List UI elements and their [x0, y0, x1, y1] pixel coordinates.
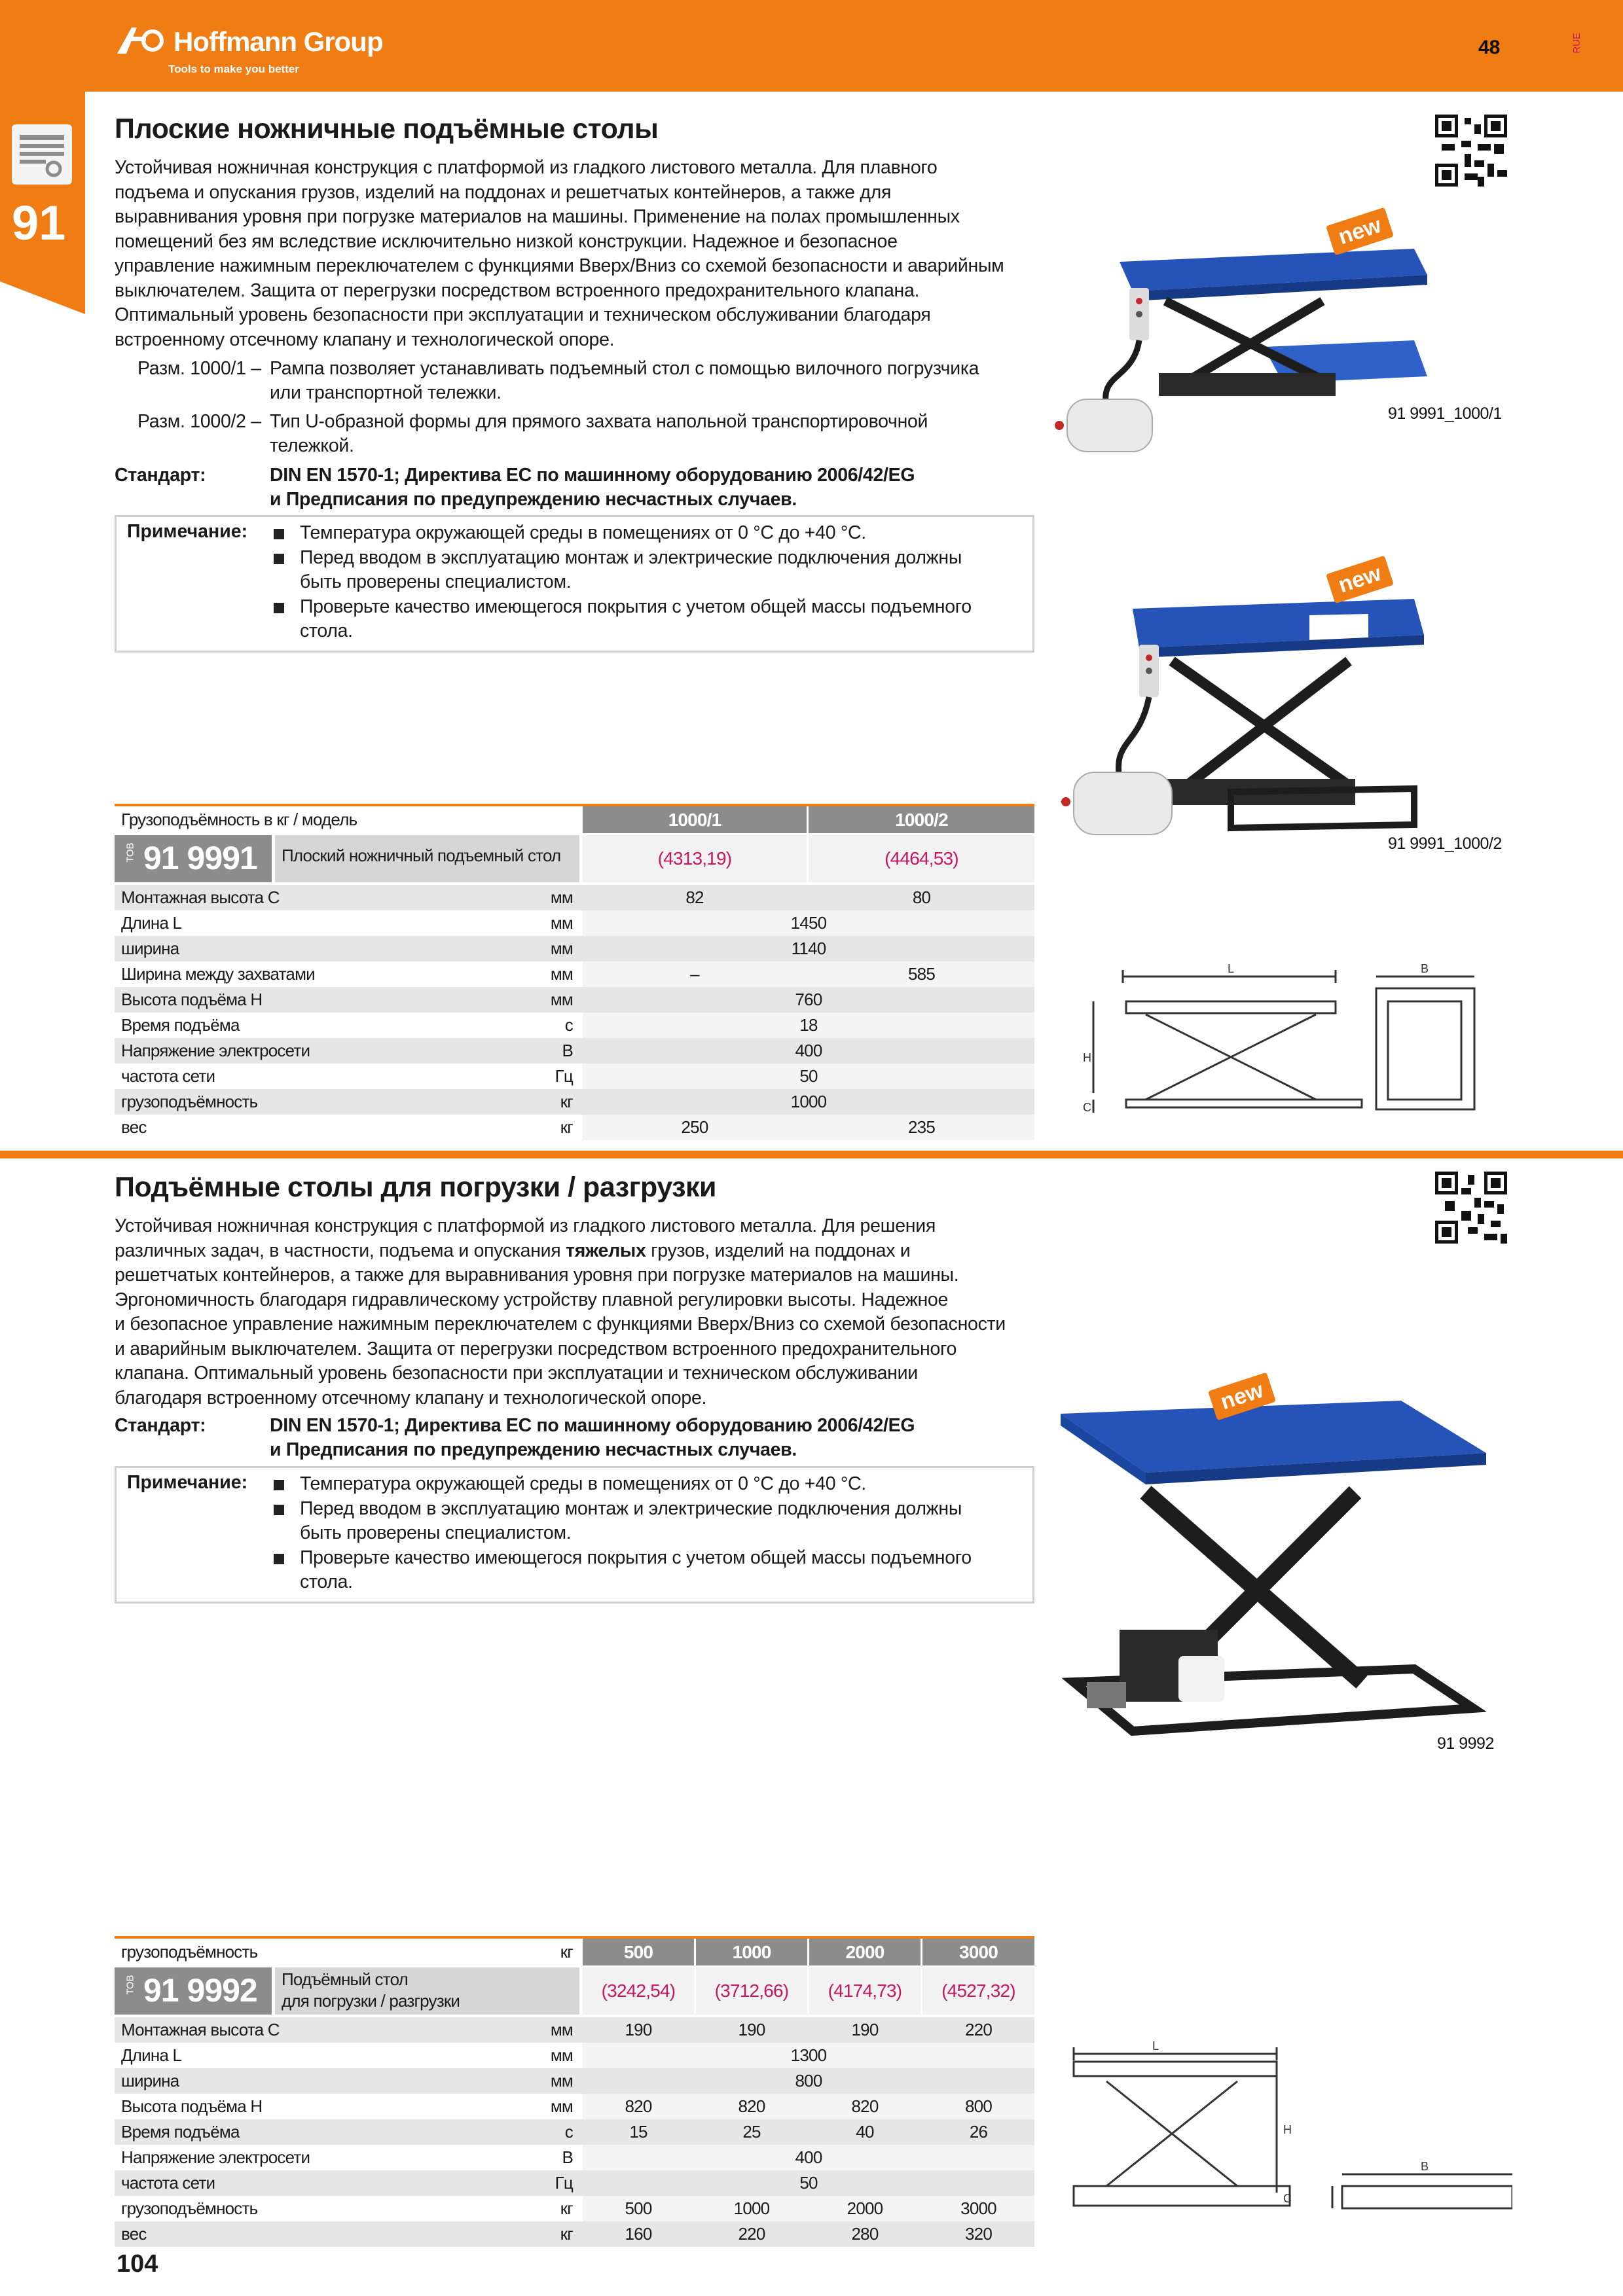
description-line: Устойчивая ножничная конструкция с платформой из гладкого листового металла. Для решения	[115, 1215, 936, 1236]
table-row	[115, 2094, 1034, 2119]
note-item: Температура окружающей среды в помещениях от 0 °C до +40 °C.	[274, 521, 1027, 546]
table-row	[115, 885, 1034, 910]
table-row	[115, 1064, 1034, 1089]
description-line: благодаря встроенному отсечному клапану и технологической опоре.	[115, 1387, 707, 1408]
image-caption: 91 9991_1000/1	[1388, 404, 1502, 423]
size-text: или транспортной тележки.	[270, 382, 501, 403]
description-line: подъема и опускания грузов, изделий на поддонах и решетчатых контейнеров, а также для	[115, 181, 892, 203]
product-image-919992	[1048, 1374, 1486, 1767]
model-description	[275, 1967, 579, 2015]
chapter-tab	[0, 92, 85, 314]
brand-slogan: Tools to make you better	[168, 63, 299, 75]
standard-text: DIN EN 1570-1; Директива ЕС по машинному оборудованию 2006/42/EG	[270, 1415, 915, 1436]
article-prefix: ТОВ	[124, 1975, 136, 1995]
section1-description	[115, 156, 1044, 352]
row-label: вес	[121, 1117, 147, 1137]
row-value: 80	[912, 888, 931, 907]
model-row	[115, 835, 1034, 882]
price: (4174,73)	[809, 1967, 921, 2015]
note-item-continued: стола.	[300, 1571, 353, 1592]
row-value: 400	[795, 1041, 822, 1060]
standard-text: DIN EN 1570-1; Директива ЕС по машинному оборудованию 2006/42/EG	[270, 465, 915, 486]
row-value: 800	[795, 2071, 822, 2090]
note-item: Температура окружающей среды в помещениях от 0 °C до +40 °C.	[274, 1472, 1027, 1497]
article-code-box[interactable]	[115, 835, 272, 882]
row-label: вес	[121, 2224, 147, 2244]
row-unit: мм	[550, 939, 573, 958]
table-row	[115, 2043, 1034, 2068]
new-badge: new	[1326, 207, 1394, 256]
article-code-box[interactable]	[115, 1967, 272, 2015]
note-item-continued: быть проверены специалистом.	[300, 571, 572, 592]
column-header: 1000/1	[583, 806, 807, 833]
note-item-continued: быть проверены специалистом.	[300, 1522, 572, 1543]
note-item-continued: стола.	[300, 620, 353, 641]
note-box	[115, 1466, 1034, 1604]
article-code: 91 9992	[143, 1972, 257, 2009]
model-description	[275, 835, 579, 882]
row-value: 820	[851, 2096, 879, 2116]
row-value: 1140	[791, 939, 826, 958]
description-line: решетчатых контейнеров, а также для выравнивания уровня при погрузке материалов на машины.	[115, 1265, 959, 1285]
row-value: 235	[908, 1117, 935, 1137]
description-line: выравнивания уровня при погрузке материалов на машины. Применение на полах промышленных	[115, 206, 960, 227]
row-label: Высота подъёма H	[121, 2096, 263, 2116]
row-value: 1450	[790, 913, 827, 933]
table-row	[115, 961, 1034, 987]
row-label: частота сети	[121, 2173, 215, 2193]
row-value: 40	[856, 2122, 874, 2142]
column-header: 1000	[696, 1939, 807, 1965]
size-label: Разм. 1000/1 –	[137, 358, 261, 379]
standard-text: и Предписания по предупреждению несчастных случаев.	[270, 1439, 797, 1460]
row-value: –	[690, 964, 699, 984]
row-label: ширина	[121, 2071, 179, 2090]
row-value: 190	[625, 2020, 652, 2039]
spec-table-919992	[115, 1936, 1034, 2244]
table-row	[115, 2196, 1034, 2221]
row-unit: с	[564, 1015, 573, 1035]
standard-text: и Предписания по предупреждению несчастных случаев.	[270, 489, 797, 510]
note-item: Проверьте качество имеющегося покрытия с учетом общей массы подъемного	[274, 1546, 1027, 1571]
standard-label: Стандарт:	[115, 1415, 206, 1436]
row-label: Напряжение электросети	[121, 2147, 310, 2167]
row-value: 15	[629, 2122, 647, 2142]
note-list	[274, 521, 1027, 644]
row-label: Длина L	[121, 913, 182, 933]
table-row	[115, 1038, 1034, 1064]
row-value: 50	[799, 2173, 818, 2193]
table-row	[115, 2145, 1034, 2170]
drawing-label-b: B	[1421, 2160, 1429, 2173]
standard-label: Стандарт:	[115, 465, 206, 486]
row-value: 25	[742, 2122, 761, 2142]
row-value: 400	[795, 2147, 822, 2167]
table-row	[115, 936, 1034, 961]
model-row	[115, 1967, 1034, 2015]
row-value: 3000	[960, 2198, 996, 2218]
language-tag: RUE	[1571, 33, 1582, 54]
table-header-unit: кг	[560, 1942, 573, 1962]
row-label: ширина	[121, 939, 179, 958]
drawing-label-l: L	[1228, 962, 1235, 975]
product-image-1000-2	[1061, 563, 1427, 890]
description-line: и безопасное управление нажимным переключателем с функциями Вверх/Вниз со схемой безопасности	[115, 1314, 1006, 1335]
description-line: помещений без ям вследствие исключительно низкой конструкции. Надежное и безопасное	[115, 230, 898, 252]
note-label: Примечание:	[127, 1472, 248, 1493]
catalog-page-number: 48	[1478, 37, 1501, 58]
section2-description	[115, 1214, 1044, 1410]
row-value: 18	[799, 1015, 818, 1035]
table-row	[115, 1089, 1034, 1115]
row-value: 820	[738, 2096, 765, 2116]
table-row	[115, 987, 1034, 1013]
drawing-label-h: H	[1083, 1051, 1091, 1064]
column-header: 2000	[809, 1939, 921, 1965]
row-unit: Гц	[555, 1066, 573, 1086]
row-value: 320	[965, 2224, 992, 2244]
hoffmann-logo-icon	[115, 24, 167, 58]
row-value: 82	[685, 888, 704, 907]
technical-drawing-2	[1067, 2036, 1512, 2225]
row-value: 190	[738, 2020, 765, 2039]
table-row	[115, 1013, 1034, 1038]
section-divider	[0, 1151, 1623, 1158]
row-unit: мм	[550, 2071, 573, 2090]
drawing-label-c: C	[1083, 1101, 1091, 1114]
row-value: 760	[795, 990, 822, 1009]
table-row	[115, 2221, 1034, 2247]
row-value: 160	[625, 2224, 652, 2244]
row-value: 50	[799, 1066, 818, 1086]
table-header-label: грузоподъёмность	[121, 1942, 258, 1962]
row-unit: мм	[550, 2045, 573, 2065]
row-label: Монтажная высота C	[121, 2020, 280, 2039]
size-label: Разм. 1000/2 –	[137, 411, 261, 432]
qr-code-icon[interactable]	[1435, 115, 1507, 187]
description-line: и аварийным выключателем. Защита от перегрузки посредством встроенного предохранительного	[115, 1338, 957, 1359]
table-row	[115, 1115, 1034, 1140]
table-header-label: Грузоподъёмность в кг / модель	[121, 810, 357, 829]
row-value: 280	[851, 2224, 879, 2244]
note-label: Примечание:	[127, 521, 248, 542]
table-row	[115, 2017, 1034, 2043]
size-text: Рампа позволяет устанавливать подъемный стол с помощью вилочного погрузчика	[270, 358, 979, 379]
technical-drawing-1	[1080, 962, 1499, 1132]
description-line: Эргономичность благодаря гидравлическому устройству плавной регулировки высоты. Надежное	[115, 1289, 949, 1310]
row-unit: мм	[550, 964, 573, 984]
drawing-label-h: H	[1283, 2123, 1292, 2136]
note-item: Перед вводом в эксплуатацию монтаж и электрические подключения должны	[274, 546, 1027, 571]
chapter-number: 91	[12, 196, 66, 250]
table-row	[115, 2068, 1034, 2094]
model-description-text: для погрузки / разгрузки	[282, 1991, 460, 2011]
row-unit: мм	[550, 2020, 573, 2039]
note-item: Перед вводом в эксплуатацию монтаж и электрические подключения должны	[274, 1497, 1027, 1522]
lift-table-icon	[12, 124, 72, 185]
price: (3242,54)	[583, 1967, 694, 2015]
size-text: тележкой.	[270, 435, 354, 456]
row-unit: кг	[560, 1117, 573, 1137]
row-label: Время подъёма	[121, 2122, 240, 2142]
row-unit: мм	[550, 990, 573, 1009]
row-label: Высота подъёма H	[121, 990, 263, 1009]
row-value: 2000	[847, 2198, 883, 2218]
price: (4527,32)	[922, 1967, 1034, 2015]
drawing-label-l: L	[1152, 2039, 1159, 2053]
note-item: Проверьте качество имеющегося покрытия с учетом общей массы подъемного	[274, 595, 1027, 620]
row-value: 220	[965, 2020, 992, 2039]
row-unit: В	[562, 1041, 573, 1060]
row-unit: кг	[560, 2198, 573, 2218]
row-value: 1000	[790, 1092, 827, 1111]
description-line: клапана. Оптимальный уровень безопасности при эксплуатации и техническом обслуживании	[115, 1363, 918, 1384]
spec-table-919991	[115, 804, 1034, 1137]
row-unit: мм	[550, 888, 573, 907]
price: (4464,53)	[809, 835, 1034, 882]
table-row	[115, 2119, 1034, 2145]
row-value: 220	[738, 2224, 765, 2244]
description-line: различных задач, в частности, подъема и опускания тяжелых грузов, изделий на поддонах и	[115, 1240, 911, 1261]
row-label: грузоподъёмность	[121, 2198, 258, 2218]
model-description-text: Плоский ножничный подъемный стол	[282, 846, 561, 865]
description-line: Оптимальный уровень безопасности при эксплуатации и техническом обслуживании благодаря	[115, 304, 931, 325]
table-row	[115, 2170, 1034, 2196]
note-box	[115, 515, 1034, 653]
model-description-text: Подъёмный стол	[282, 1969, 409, 1989]
price: (3712,66)	[696, 1967, 807, 2015]
row-unit: Гц	[555, 2173, 573, 2193]
row-value: 1300	[790, 2045, 827, 2065]
row-value: 585	[908, 964, 935, 984]
row-value: 500	[625, 2198, 652, 2218]
qr-code-icon[interactable]	[1435, 1172, 1507, 1244]
row-value: 800	[965, 2096, 992, 2116]
description-line: управление нажимным переключателем с функциями Вверх/Вниз со схемой безопасности и аварийным	[115, 255, 1004, 276]
table-header-row	[115, 806, 1034, 833]
price: (4313,19)	[583, 835, 807, 882]
table-row	[115, 910, 1034, 936]
row-value: 190	[851, 2020, 879, 2039]
row-value: 820	[625, 2096, 652, 2116]
product-image-1000-1	[1048, 209, 1427, 484]
article-prefix: ТОВ	[124, 842, 136, 863]
brand-name: Hoffmann Group	[173, 26, 383, 57]
row-unit: кг	[560, 1092, 573, 1111]
note-list	[274, 1472, 1027, 1595]
table-header-row	[115, 1939, 1034, 1965]
page-header	[0, 0, 1623, 92]
row-label: Время подъёма	[121, 1015, 240, 1035]
row-unit: мм	[550, 913, 573, 933]
description-line: Устойчивая ножничная конструкция с платформой из гладкого листового металла. Для плавного	[115, 157, 938, 178]
image-caption: 91 9991_1000/2	[1388, 834, 1502, 853]
row-unit: кг	[560, 2224, 573, 2244]
drawing-label-c: C	[1283, 2192, 1292, 2205]
section2-title: Подъёмные столы для погрузки / разгрузки	[115, 1172, 716, 1203]
size-text: Тип U-образной формы для прямого захвата напольной транспортировочной	[270, 411, 928, 432]
row-label: частота сети	[121, 1066, 215, 1086]
row-value: 1000	[733, 2198, 770, 2218]
description-line: встроенному отсечному клапану и технологической опоре.	[115, 329, 615, 350]
row-value: 250	[681, 1117, 708, 1137]
section1-title: Плоские ножничные подъёмные столы	[115, 113, 659, 145]
row-label: Длина L	[121, 2045, 182, 2065]
row-unit: с	[564, 2122, 573, 2142]
article-code: 91 9991	[143, 840, 257, 876]
emphasis-text: тяжелых	[566, 1240, 646, 1261]
row-label: Ширина между захватами	[121, 964, 315, 984]
row-label: грузоподъёмность	[121, 1092, 258, 1111]
row-value: 26	[969, 2122, 988, 2142]
image-caption: 91 9992	[1437, 1734, 1494, 1753]
column-header: 3000	[922, 1939, 1034, 1965]
page-number: 104	[117, 2250, 158, 2278]
row-unit: В	[562, 2147, 573, 2167]
new-badge: new	[1326, 556, 1394, 604]
row-unit: мм	[550, 2096, 573, 2116]
new-badge: new	[1208, 1372, 1276, 1421]
row-label: Монтажная высота C	[121, 888, 280, 907]
column-header: 500	[583, 1939, 694, 1965]
drawing-label-b: B	[1421, 962, 1429, 975]
description-line: выключателем. Защита от перегрузки посредством встроенного предохранительного клапана.	[115, 279, 920, 301]
column-header: 1000/2	[809, 806, 1034, 833]
row-label: Напряжение электросети	[121, 1041, 310, 1060]
